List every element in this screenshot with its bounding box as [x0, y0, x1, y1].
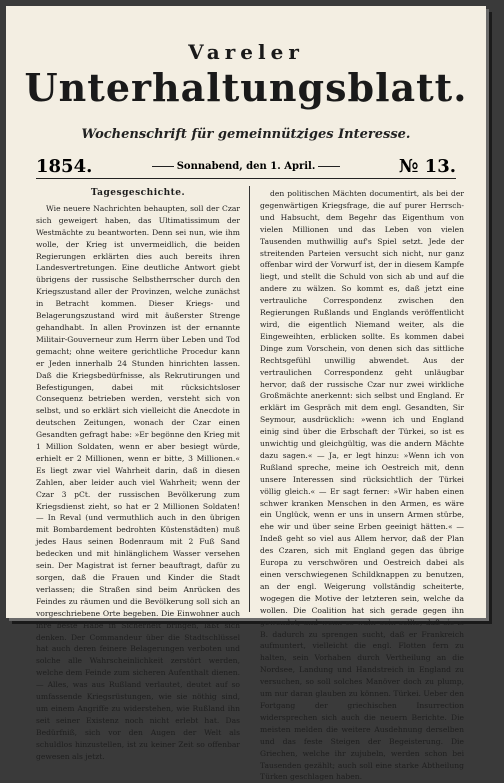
divider-dash: [152, 166, 174, 167]
divider-dash: [318, 166, 340, 167]
right-column-text: den politischen Mächten documentirt, als bei der gegenwärtigen Kriegsfrage, die auf purer Herrsch- und Habsucht, dem Begehr das Eigenthum von vielen Millionen und das Leben von vielen Tausenden muthwillig auf's Spiel setzt. Jede der streitenden Parteien versucht sich nicht, nur ganz offenbar wird der Vorwurf ist, der in diesem Kampfe liegt, und stellt die Schuld von sich ab und auf die andere zu wälzen. So kommt es, daß jetzt eine vertrauliche Correspondenz zwischen den Regierungen Rußlands und Englands veröffentlicht wird, die eigentlich Niemand weiter, als die Eingeweihten, erblicken sollte. Es kommen dabei Dinge zum Vorschein, von denen sich das sittliche Rechtsgefühl unwillig abwendet. Aus der vertraulichen Correspondenz geht unläugbar hervor, daß der russische Czar nur zwei wirkliche Großmächte anerkennt: sich selbst und England. Er erklärt im Gespräch mit dem engl. Gesandten, Sir Seymour, ausdrücklich: »wenn ich und England einig sind über die Erbschaft der Türkei, so ist es unwichtig und gleichgültig, was die andern Mächte dazu sagen.« — Ja, er legt hinzu: »Wenn ich von Rußland spreche, meine ich Oestreich mit, denn unsere Interessen sind rücksichtlich der Türkei völlig gleich.« — Er sagt ferner: »Wir haben einen schwer kranken Menschen in den Armen, es wäre ein Unglück, wenn er uns in unsern Armen stürbe, ehe wir und über seine Erben geeinigt hätten.« — Indeß geht so viel aus Allem hervor, daß der Plan des Czaren, sich mit England gegen das übrige Europa zu verschwören und Oestreich dabei als einen verschwiegenen Schildknappen zu benutzen, an der engl. Weigerung vollständig scheiterte, wogegen die Motive der letzteren sein, welche da wollen. Die Coalition hat sich gerade gegen ihn gewendet, und wenn es wahr sein sollte, daß sie z. B. dadurch zu sprengen sucht, daß er Frankreich aufmuntert, vielleicht die engl. Flotten fern zu halten, sein Vorhaben durch Vertheilung an die Nordsee, Landung und Handstreich in England zu versuchen, so soll solches Manöver doch zu plump, um nur daran glauben zu können. Türkei. Ueber den Fortgang der griechischen Insurrection widersprechen sich auch die neuern Berichte. Die meisten melden die weitere Ausdehnung derselben und das feste Steigen der Begeisterung. Die Griechen, welche ihr zujubeln, werden schon bei Tausenden gezählt; auch soll eine starke Abtheilung Türken geschlagen haben.: [260, 189, 464, 782]
issue-date: Sonnabend, den 1. April.: [176, 161, 316, 172]
newspaper-page: [6, 6, 486, 782]
issue-date-wrap: [36, 161, 456, 172]
masthead-title: Unterhaltungsblatt.: [24, 65, 468, 110]
section-title: Tagesgeschichte.: [90, 188, 186, 198]
masthead-town: Vareler: [188, 40, 304, 64]
left-column-text: Wie neuere Nachrichten behaupten, soll der Czar sich geweigert haben, das Ultimatissimum der Westmächte zu beantworten. Denn sei nun, wie ihm wolle, der Krieg ist unvermeidlich, die beiden Regierungen erklärten dies auch bereits ihren Landesvertretungen. Eine deutliche Antwort giebt übrigens der russische Selbstherrscher durch den Kriegszustand aller der Provinzen, welche zunächst in Betracht kommen. Dieser Kriegs- und Belagerungszustand wird mit äußerster Strenge gehandhabt. In allen Provinzen ist der ernannte Militair-Gouverneur zum Herrn über Leben und Tod gemacht; ohne weitere gerichtliche Procedur kann er Jeden innerhalb 24 Stunden hinrichten lassen. Daß die Kriegsbedürfnisse, als Rekrutirungen und Befestigungen, dabei mit rücksichtsloser Consequenz betrieben werden, versteht sich von selbst, und so erklärt sich vielleicht die Anecdote in deutschen Zeitungen, wonach der Czar einen Gesandten gefragt habe: »Er begönne den Krieg mit 1 Million Soldaten, wenn er aber besiegt würde, erhielt er 2 Millionen, wenn er bitte, 3 Millionen.« Es liegt zwar viel Wahrheit darin, daß in diesen Zahlen, aber leider auch viel Wahrheit; wenn der Czar 3 pCt. der russischen Bevölkerung zum Kriegsdienst zieht, so hat er 2 Millionen Soldaten! — In Reval (und vermuthlich auch in den übrigen mit Bombardement bedrohten Küstenstädten) muß jedes Haus seinen Bodenraum mit 2 Fuß Sand bedecken und mit hinlänglichem Wasser versehen sein. Der Magistrat ist ferner beauftragt, dafür zu sorgen, daß die Frauen und Kinder die Stadt verlassen; die Straßen sind beim Anrücken des Feindes zu räumen und die Bevölkerung soll sich an vorgeschriebene Orte begeben. Die Einwohner auch ihre beste Habe in Sicherheit bringen, läßt sich denken. Der Commandeur über die Stadtschlüssel hat auch deren feinere Belagerungen verboten und solche alle Wahrscheinlichkeit zerstört werden, welche dem Feinde zum sicheren Aufenthalt dienen. — Alles, was aus Rußland verlautet, deutet auf so umfassende Kriegsrüstungen, wie sie nöthig sind, um einem Angriffe zu widerstehen, wie Rußland ihn seit seiner Existenz noch nicht erlebt hat. Das Bedürfniß, sich vor den Augen der Welt als schuldlos hinzustellen, ist zu keiner Zeit so offenbar gewesen als jetzt.: [36, 203, 240, 761]
issue-year: 1854.: [36, 156, 93, 177]
issue-number: № 13.: [398, 156, 456, 177]
left-column: [36, 188, 240, 761]
column-divider: [249, 186, 250, 612]
dateline: [36, 156, 456, 179]
right-column: [260, 188, 464, 782]
masthead-subtitle: Wochenschrift für gemeinnütziges Interesse.: [81, 127, 411, 142]
